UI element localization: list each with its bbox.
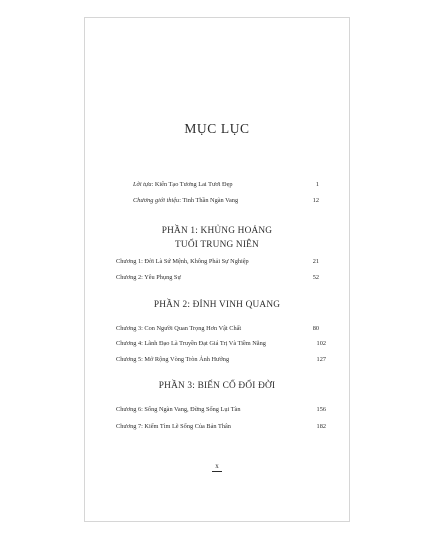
chapter-6-page: 156 — [316, 406, 326, 413]
part-1-title-line1: PHẦN 1: KHỦNG HOẢNG — [161, 226, 273, 236]
chapter-6-label: Chương 6: Sống Ngàn Vang, Đừng Sống Lụi Tàn — [116, 406, 241, 413]
chapter-5-page: 127 — [316, 356, 326, 363]
introduction-page: 12 — [312, 197, 319, 204]
preface-title: Kiến Tạo Tương Lai Tươi Đẹp — [154, 181, 233, 188]
preface-prefix: Lời tựa — [133, 181, 152, 188]
chapter-1-label: Chương 1: Đời Là Sứ Mệnh, Không Phải Sự Nghiệp — [116, 258, 249, 265]
part-1-heading — [85, 224, 349, 252]
chapter-5-label: Chương 5: Mở Rộng Vòng Tròn Ảnh Hưởng — [116, 356, 230, 363]
introduction-title: Tinh Thần Ngàn Vang — [182, 197, 239, 204]
introduction-prefix: Chương giới thiệu — [133, 197, 180, 204]
chapter-7-label: Chương 7: Kiếm Tìm Lẽ Sống Của Bản Thân — [116, 423, 231, 430]
chapter-1-page: 21 — [312, 258, 319, 265]
part-1-title-line2: TUỔI TRUNG NIÊN — [175, 240, 259, 250]
book-page: MỤC LỤC Lời tựa: Kiến Tạo Tương Lai Tươi Đẹp 1 Chương giới thiệu: Tinh Thần Ngàn Vang 12 PHẦN 1: KHỦNG HOẢNG TUỔI TRUNG NIÊN Chương 1: Đời Là Sứ Mệnh, Không Phải Sự Nghiệp 21 Chương 2: Yêu Phụng Sự 52 PHẦN 2: ĐỈNH VINH QUANG Chương 3: Con Người Quan Trọng Hơn Vật Chất 80 Chương 4: Lãnh Đạo Là Truyền Đạt Giá Trị Và Tiềm Năng 102 Chương 5: Mở Rộng Vòng Tròn Ảnh Hưởng 127 PHẦN 3: BIẾN CỐ ĐỔI ĐỜI Chương 6: Sống Ngàn Vang, Đừng Sống Lụi Tàn 156 Chương 7: Kiếm Tìm Lẽ Sống Của Bản Thân 182 x — [84, 17, 350, 522]
preface-page: 1 — [315, 181, 319, 188]
part-3-heading — [85, 379, 349, 393]
chapter-2-label: Chương 2: Yêu Phụng Sự — [116, 274, 181, 281]
page-number — [85, 462, 349, 470]
part-3-title: PHẦN 3: BIẾN CỐ ĐỔI ĐỜI — [158, 381, 276, 391]
toc-title: MỤC LỤC — [184, 121, 250, 136]
part-2-title: PHẦN 2: ĐỈNH VINH QUANG — [153, 300, 281, 310]
chapter-3-page: 80 — [312, 325, 319, 332]
page-number-text: x — [212, 462, 222, 472]
chapter-2-page: 52 — [312, 274, 319, 281]
chapter-4-page: 102 — [316, 340, 326, 347]
part-2-heading — [85, 298, 349, 312]
chapter-7-page: 182 — [316, 423, 326, 430]
chapter-3-label: Chương 3: Con Người Quan Trọng Hơn Vật Chất — [116, 325, 242, 332]
chapter-4-label: Chương 4: Lãnh Đạo Là Truyền Đạt Giá Trị Và Tiềm Năng — [116, 340, 266, 347]
